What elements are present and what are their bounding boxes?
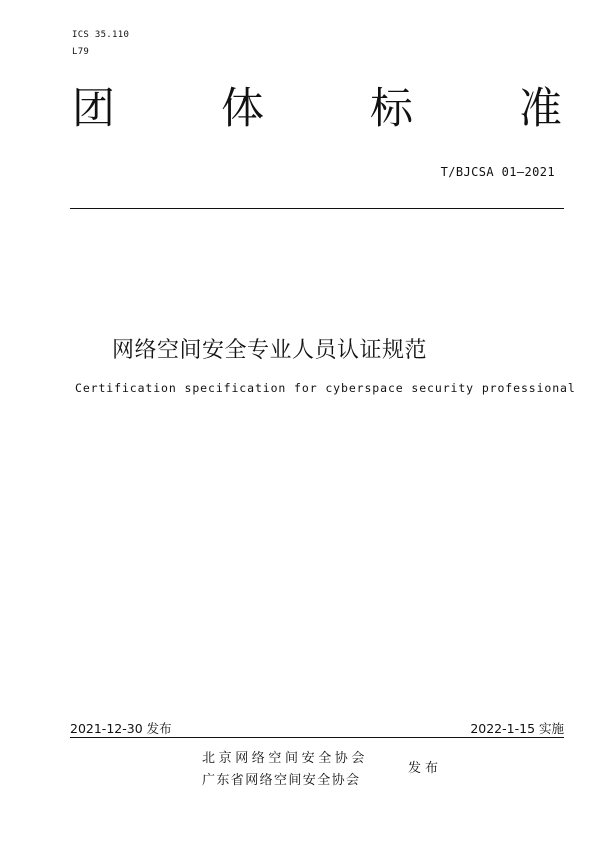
category-char: 准 [519,84,562,134]
release-date: 2021-12-30 发布 [70,721,172,736]
document-title-en: Certification specification for cyberspace security professional [75,381,576,395]
publish-label: 发布 [408,761,443,776]
document-title-zh: 网络空间安全专业人员认证规范 [112,338,428,363]
category-char: 标 [370,84,413,134]
top-divider [70,208,564,209]
ccs-code: L79 [72,47,90,57]
bottom-divider [70,737,564,738]
standard-category [72,84,562,134]
category-char: 体 [221,84,264,134]
standard-number: T/BJCSA 01—2021 [440,165,555,179]
ics-code: ICS 35.110 [72,30,130,40]
publisher-org: 广东省网络空间安全协会 [202,773,361,788]
implement-date: 2022-1-15 实施 [470,721,564,736]
publisher-org: 北京网络空间安全协会 [202,751,369,766]
category-char: 团 [72,84,115,134]
